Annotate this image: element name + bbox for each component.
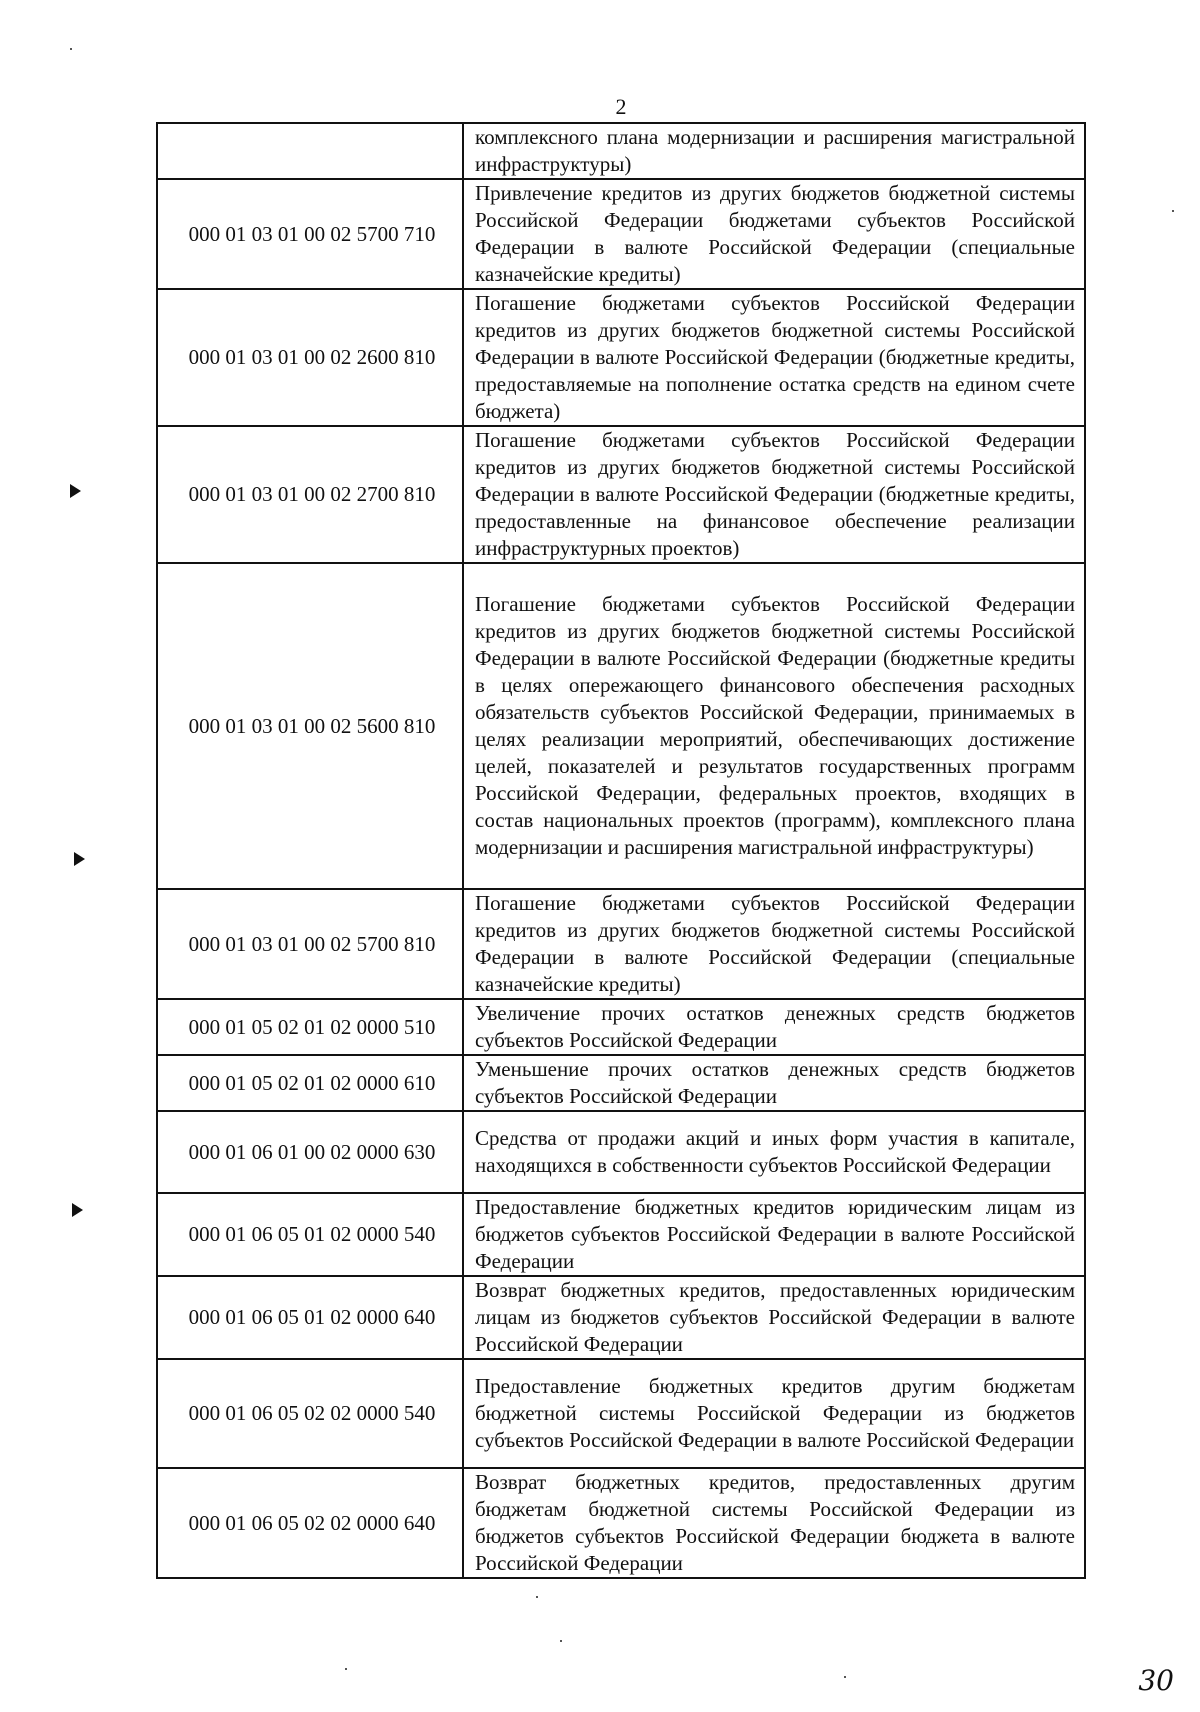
description-cell: Погашение бюджетами субъектов Российской Федерации кредитов из других бюджетов бюджетной системы Российской Федерации в валюте Российской Федерации (бюджетные кредиты, предоставляемые на пополнение остатка средств на едином счете бюджета) — [463, 289, 1085, 426]
punch-mark — [72, 1203, 83, 1217]
description-cell: Привлечение кредитов из других бюджетов бюджетной системы Российской Федерации бюджетами субъектов Российской Федерации в валюте Российской Федерации (специальные казначейские кредиты) — [463, 179, 1085, 289]
table-row — [157, 999, 1085, 1055]
description-cell: Погашение бюджетами субъектов Российской Федерации кредитов из других бюджетов бюджетной системы Российской Федерации в валюте Российской Федерации (бюджетные кредиты, предоставленные на финансовое обеспечение реализации инфраструктурных проектов) — [463, 426, 1085, 563]
budget-codes-table — [156, 122, 1086, 1579]
budget-code-cell: 000 01 06 05 02 02 0000 540 — [157, 1359, 463, 1468]
scan-speck — [1172, 210, 1174, 212]
table-row — [157, 889, 1085, 999]
table-row — [157, 289, 1085, 426]
budget-code-cell: 000 01 05 02 01 02 0000 510 — [157, 999, 463, 1055]
description-cell: Возврат бюджетных кредитов, предоставленных другим бюджетам бюджетной системы Российской Федерации из бюджетов субъектов Российской Федерации бюджета в валюте Российской Федерации — [463, 1468, 1085, 1578]
scan-speck — [560, 1640, 562, 1642]
table-row — [157, 123, 1085, 179]
description-cell: Предоставление бюджетных кредитов другим бюджетам бюджетной системы Российской Федерации из бюджетов субъектов Российской Федерации в валюте Российской Федерации — [463, 1359, 1085, 1468]
punch-mark — [70, 484, 81, 498]
description-cell: Погашение бюджетами субъектов Российской Федерации кредитов из других бюджетов бюджетной системы Российской Федерации в валюте Российской Федерации (специальные казначейские кредиты) — [463, 889, 1085, 999]
table-row — [157, 179, 1085, 289]
budget-code-cell: 000 01 06 01 00 02 0000 630 — [157, 1111, 463, 1193]
table-row — [157, 1276, 1085, 1359]
budget-code-cell: 000 01 05 02 01 02 0000 610 — [157, 1055, 463, 1111]
scan-speck — [536, 1596, 538, 1598]
budget-code-cell: 000 01 03 01 00 02 2600 810 — [157, 289, 463, 426]
scan-speck — [70, 48, 72, 50]
punch-mark — [74, 852, 85, 866]
table-row — [157, 1468, 1085, 1578]
description-cell: комплексного плана модернизации и расширения магистральной инфраструктуры) — [463, 123, 1085, 179]
description-cell: Уменьшение прочих остатков денежных средств бюджетов субъектов Российской Федерации — [463, 1055, 1085, 1111]
description-cell: Возврат бюджетных кредитов, предоставленных юридическим лицам из бюджетов субъектов Российской Федерации в валюте Российской Федерации — [463, 1276, 1085, 1359]
budget-code-cell: 000 01 06 05 01 02 0000 640 — [157, 1276, 463, 1359]
budget-code-cell: 000 01 06 05 01 02 0000 540 — [157, 1193, 463, 1276]
page-number: 2 — [615, 94, 627, 119]
budget-code-cell — [157, 123, 463, 179]
table-row — [157, 1111, 1085, 1193]
table-row — [157, 563, 1085, 889]
description-cell: Средства от продажи акций и иных форм участия в капитале, находящихся в собственности субъектов Российской Федерации — [463, 1111, 1085, 1193]
description-cell: Предоставление бюджетных кредитов юридическим лицам из бюджетов субъектов Российской Федерации в валюте Российской Федерации — [463, 1193, 1085, 1276]
table-row — [157, 1359, 1085, 1468]
table-row — [157, 426, 1085, 563]
budget-code-cell: 000 01 06 05 02 02 0000 640 — [157, 1468, 463, 1578]
table-row — [157, 1193, 1085, 1276]
description-cell: Увеличение прочих остатков денежных средств бюджетов субъектов Российской Федерации — [463, 999, 1085, 1055]
budget-code-cell: 000 01 03 01 00 02 2700 810 — [157, 426, 463, 563]
scan-speck — [345, 1668, 347, 1670]
scan-speck — [844, 1676, 846, 1678]
budget-code-cell: 000 01 03 01 00 02 5700 710 — [157, 179, 463, 289]
table-row — [157, 1055, 1085, 1111]
description-cell: Погашение бюджетами субъектов Российской Федерации кредитов из других бюджетов бюджетной системы Российской Федерации в валюте Российской Федерации (бюджетные кредиты в целях опережающего финансового обеспечения расходных обязательств субъектов Российской Федерации, принимаемых в целях реализации мероприятий, обеспечивающих достижение целей, показателей и результатов государственных программ Российской Федерации, федеральных проектов, входящих в состав национальных проектов (программ), комплексного плана модернизации и расширения магистральной инфраструктуры) — [463, 563, 1085, 889]
budget-code-cell: 000 01 03 01 00 02 5700 810 — [157, 889, 463, 999]
budget-code-cell: 000 01 03 01 00 02 5600 810 — [157, 563, 463, 889]
handwritten-page-number: 30 — [1138, 1664, 1174, 1697]
